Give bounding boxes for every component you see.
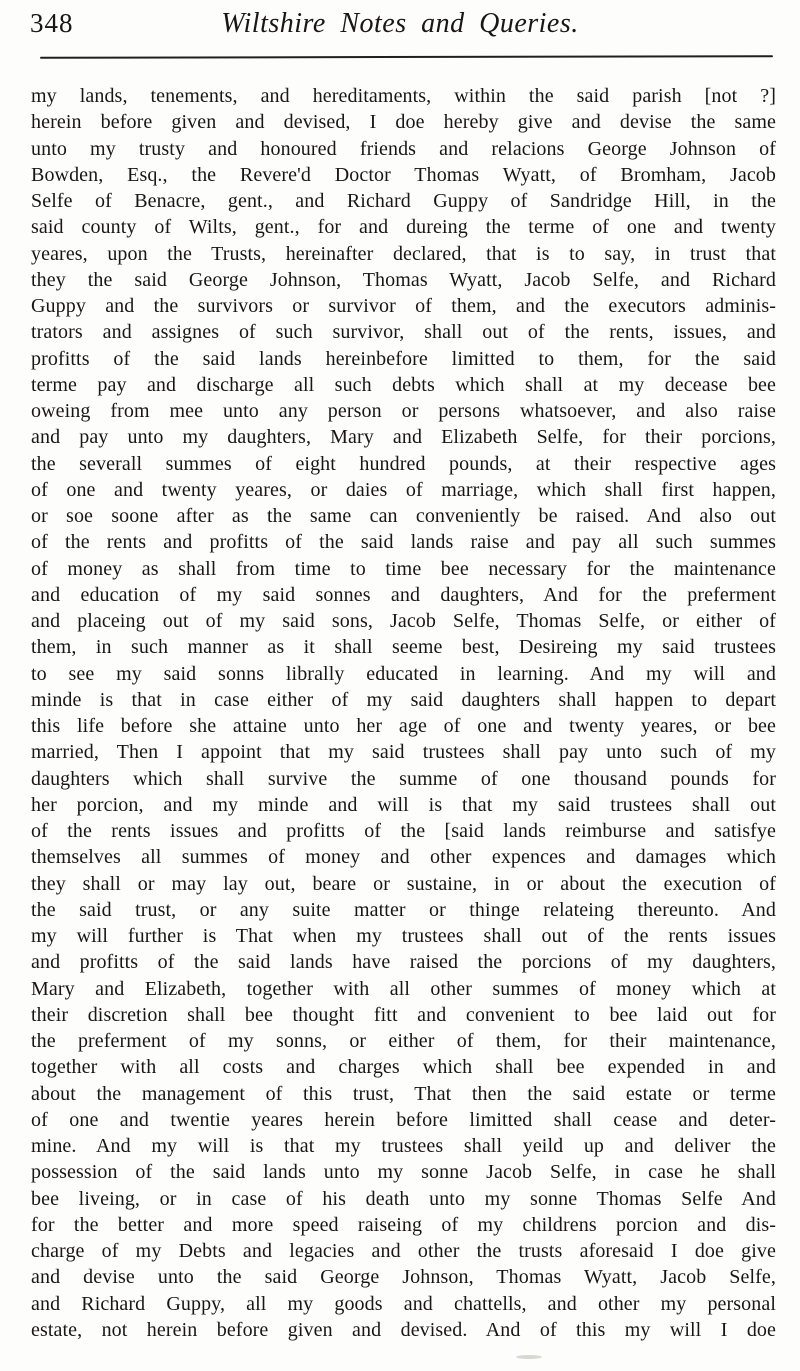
text-line: bee liveing, or in case of his death unto my sonne Thomas Selfe And: [31, 1187, 776, 1210]
text-line: Guppy and the survivors or survivor of them, and the executors adminis-: [31, 295, 776, 317]
text-line: to see my said sonns librally educated in learning. And my will and: [31, 662, 776, 685]
text-line: and placeing out of my said sons, Jacob Selfe, Thomas Selfe, or either of: [31, 610, 776, 632]
text-line: of the rents issues and profitts of the [said lands reimburse and satisfye: [31, 820, 776, 842]
text-line: them, in such manner as it shall seeme best, Desireing my said trustees: [31, 636, 776, 659]
text-line: my will further is That when my trustees shall out of the rents issues: [31, 925, 776, 947]
text-line: charge of my Debts and legacies and other the trusts aforesaid I doe give: [31, 1240, 776, 1262]
text-line: and pay unto my daughters, Mary and Elizabeth Selfe, for their porcions,: [31, 426, 776, 449]
text-line: together with all costs and charges which shall bee expended in and: [31, 1056, 776, 1079]
text-line: unto my trusty and honoured friends and relacions George Johnson of: [31, 137, 776, 160]
text-line: my lands, tenements, and hereditaments, within the said parish [not ?]: [31, 85, 776, 107]
text-line: herein before given and devised, I doe hereby give and devise the same: [31, 111, 776, 134]
text-line: Selfe of Benacre, gent., and Richard Guppy of Sandridge Hill, in the: [31, 190, 776, 212]
text-line: estate, not herein before given and devised. And of this my will I doe: [31, 1318, 776, 1341]
text-line: said county of Wilts, gent., for and dureing the terme of one and twenty: [31, 216, 776, 239]
text-line: possession of the said lands unto my sonne Jacob Selfe, in case he shall: [31, 1161, 776, 1184]
text-line: for the better and more speed raiseing of my childrens porcion and dis-: [31, 1213, 776, 1236]
page-number: 348: [30, 8, 74, 38]
text-line: trators and assignes of such survivor, shall out of the rents, issues, and: [31, 321, 776, 344]
text-line: this life before she attaine unto her age of one and twenty yeares, or bee: [31, 715, 776, 737]
text-line: their discretion shall bee thought fitt and convenient to bee laid out for: [31, 1003, 776, 1026]
text-line: the said trust, or any suite matter or thinge relateing thereunto. And: [31, 898, 776, 921]
text-line: the severall summes of eight hundred pounds, at their respective ages: [31, 452, 776, 475]
text-line: of the rents and profitts of the said lands raise and pay all such summes: [31, 531, 776, 554]
text-line: Mary and Elizabeth, together with all other summes of money which at: [31, 977, 776, 1000]
text-line: and devise unto the said George Johnson, Thomas Wyatt, Jacob Selfe,: [31, 1266, 776, 1289]
header-divider: [40, 55, 773, 59]
text-line: daughters which shall survive the summe of one thousand pounds for: [31, 767, 776, 790]
text-line: of one and twentie yeares herein before limitted shall cease and deter-: [31, 1108, 776, 1131]
text-line: or soe soone after as the same can conveniently be raised. And also out: [31, 505, 776, 527]
text-line: profitts of the said lands hereinbefore limitted to them, for the said: [31, 347, 776, 370]
text-line: about the management of this trust, That then the said estate or terme: [31, 1082, 776, 1105]
text-line: minde is that in case either of my said daughters shall happen to depart: [31, 688, 776, 711]
text-line: the preferment of my sonns, or either of them, for their maintenance,: [31, 1030, 776, 1052]
scan-smudge: [516, 1355, 542, 1359]
text-line: Bowden, Esq., the Revere'd Doctor Thomas Wyatt, of Bromham, Jacob: [31, 163, 776, 186]
page-title: Wiltshire Notes and Queries.: [221, 8, 579, 39]
text-line: oweing from mee unto any person or persons whatsoever, and also raise: [31, 400, 776, 422]
text-line: mine. And my will is that my trustees shall yeild up and deliver the: [31, 1135, 776, 1157]
text-line: married, Then I appoint that my said trustees shall pay unto such of my: [31, 741, 776, 764]
text-line: themselves all summes of money and other expences and damages which: [31, 846, 776, 869]
text-line: yeares, upon the Trusts, hereinafter declared, that is to say, in trust that: [31, 242, 776, 265]
text-line: and profitts of the said lands have raised the porcions of my daughters,: [31, 951, 776, 974]
text-line: and Richard Guppy, all my goods and chattells, and other my personal: [31, 1292, 776, 1315]
body-text: [31, 83, 776, 1343]
text-line: and education of my said sonnes and daughters, And for the preferment: [31, 583, 776, 606]
text-line: they the said George Johnson, Thomas Wyatt, Jacob Selfe, and Richard: [31, 268, 776, 291]
text-line: her porcion, and my minde and will is that my said trustees shall out: [31, 793, 776, 816]
text-line: they shall or may lay out, beare or sustaine, in or about the execution of: [31, 872, 776, 895]
text-line: of one and twenty yeares, or daies of marriage, which shall first happen,: [31, 478, 776, 501]
text-line: terme pay and discharge all such debts which shall at my decease bee: [31, 373, 776, 396]
text-line: of money as shall from time to time bee necessary for the maintenance: [31, 557, 776, 580]
